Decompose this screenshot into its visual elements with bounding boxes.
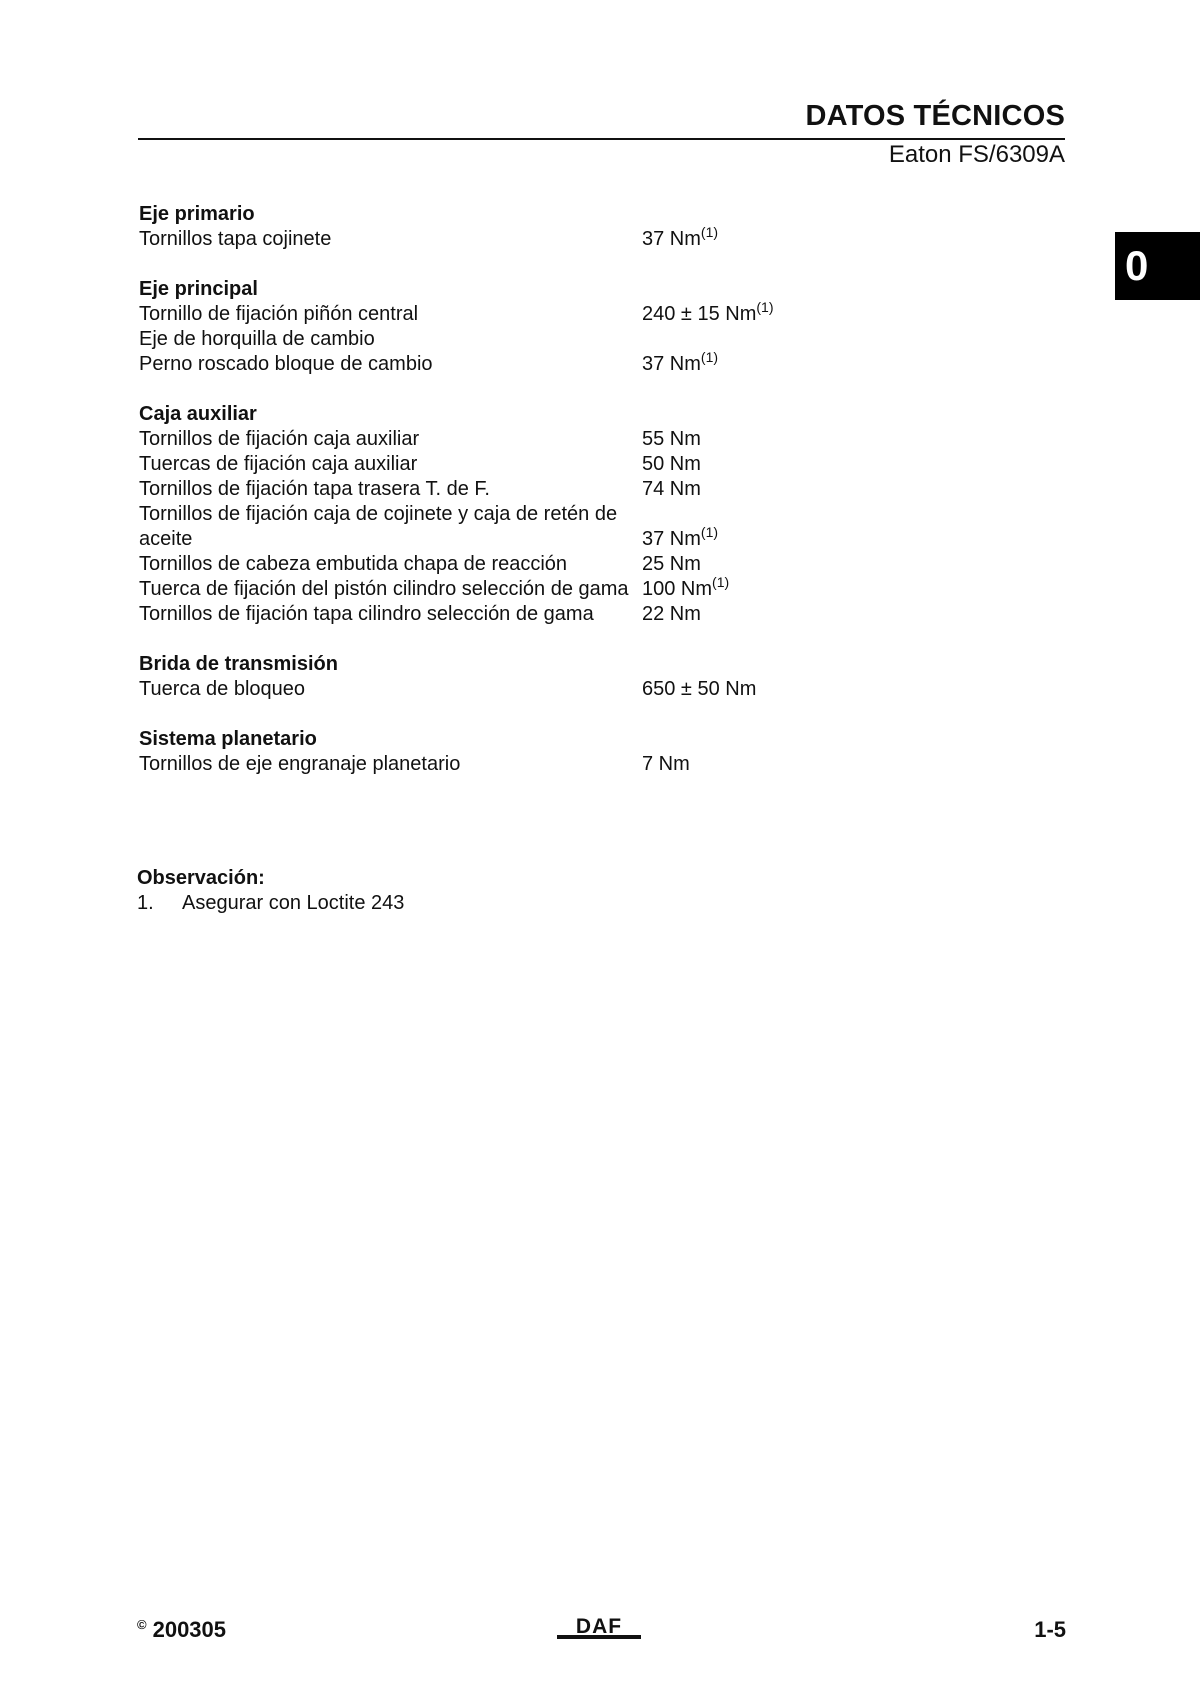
section-title: Sistema planetario: [139, 728, 317, 750]
section-caja-auxiliar: [139, 402, 959, 627]
section-title: Brida de transmisión: [139, 653, 338, 675]
spec-label: Perno roscado bloque de cambio: [139, 353, 433, 375]
observation-block: [137, 866, 404, 916]
spec-row: [139, 502, 959, 552]
footer-copyright: [137, 1617, 226, 1643]
observation-text: Asegurar con Loctite 243: [182, 892, 405, 914]
copyright-symbol: ©: [137, 1617, 147, 1632]
spec-label: Tornillo de fijación piñón central: [139, 303, 419, 325]
footnote-ref: (1): [700, 349, 719, 365]
spec-label: Tornillos de fijación tapa cilindro selección de gama: [139, 603, 594, 625]
spec-label: Tuercas de fijación caja auxiliar: [139, 453, 418, 475]
spec-value: 37 Nm$^{(1)}$: [642, 349, 719, 375]
observation-number: 1.: [137, 892, 154, 914]
spec-label: Tornillos de fijación tapa trasera T. de F.: [139, 478, 490, 500]
spec-value: 22 Nm: [642, 603, 701, 625]
spec-value: 650 ± 50 Nm: [642, 678, 757, 700]
chapter-tab-label: 0: [1125, 242, 1149, 289]
page-subtitle: Eaton FS/6309A: [888, 141, 1065, 168]
section-eje-principal: [139, 277, 959, 377]
spec-value: 25 Nm: [642, 553, 701, 575]
spec-row: [139, 299, 959, 327]
observation-title: Observación:: [137, 867, 265, 889]
spec-row: [139, 574, 959, 602]
spec-value: 240 ± 15 Nm$^{(1)}$: [642, 299, 774, 325]
header-rule: [138, 138, 1065, 140]
daf-logo: [557, 1614, 641, 1640]
specs-content: [139, 202, 959, 802]
spec-row: [139, 552, 959, 577]
observation-item: [137, 891, 404, 916]
spec-label: Tuerca de bloqueo: [139, 678, 306, 700]
date-code: 200305: [152, 1617, 227, 1642]
section-sistema-planetario: [139, 727, 959, 777]
section-brida-transmision: [139, 652, 959, 702]
section-eje-primario: [139, 202, 959, 252]
spec-value: 37 Nm$^{(1)}$: [642, 524, 719, 550]
spec-label: Tornillos de cabeza embutida chapa de reacción: [139, 553, 568, 575]
spec-row: [139, 427, 959, 452]
spec-value: 74 Nm: [642, 478, 701, 500]
page-number: 1-5: [1034, 1617, 1066, 1642]
spec-row: [139, 224, 959, 252]
spec-value: 50 Nm: [642, 453, 701, 475]
spec-row: [139, 477, 959, 502]
spec-label: Tornillos de fijación caja auxiliar: [139, 428, 420, 450]
spec-value: 55 Nm: [642, 428, 701, 450]
spec-label: Eje de horquilla de cambio: [139, 328, 375, 350]
spec-label: Tornillos de fijación caja de cojinete y caja de retén de aceite: [139, 503, 618, 550]
spec-label: Tornillos tapa cojinete: [139, 228, 332, 250]
section-title: Eje primario: [139, 203, 255, 225]
footnote-ref: (1): [712, 574, 730, 590]
spec-row: [139, 602, 959, 627]
chapter-tab: [1115, 232, 1200, 300]
spec-label: Tornillos de eje engranaje planetario: [139, 753, 461, 775]
footnote-ref: (1): [700, 524, 719, 540]
spec-value: 100 Nm$^{(1)}$: [642, 574, 730, 600]
spec-row: [139, 327, 959, 352]
spec-row: [139, 677, 959, 702]
page-title: DATOS TÉCNICOS: [805, 100, 1065, 132]
section-title: Caja auxiliar: [139, 403, 257, 425]
spec-row: [139, 752, 959, 777]
spec-row: [139, 452, 959, 477]
footnote-ref: (1): [700, 224, 719, 240]
section-title: Eje principal: [139, 278, 258, 300]
footnote-ref: (1): [756, 299, 774, 315]
svg-text:DAF: DAF: [575, 1615, 623, 1638]
spec-value: 7 Nm: [642, 753, 690, 775]
spec-label: Tuerca de fijación del pistón cilindro selección de gama: [139, 578, 629, 600]
spec-row: [139, 349, 959, 377]
spec-value: 37 Nm$^{(1)}$: [642, 224, 719, 250]
